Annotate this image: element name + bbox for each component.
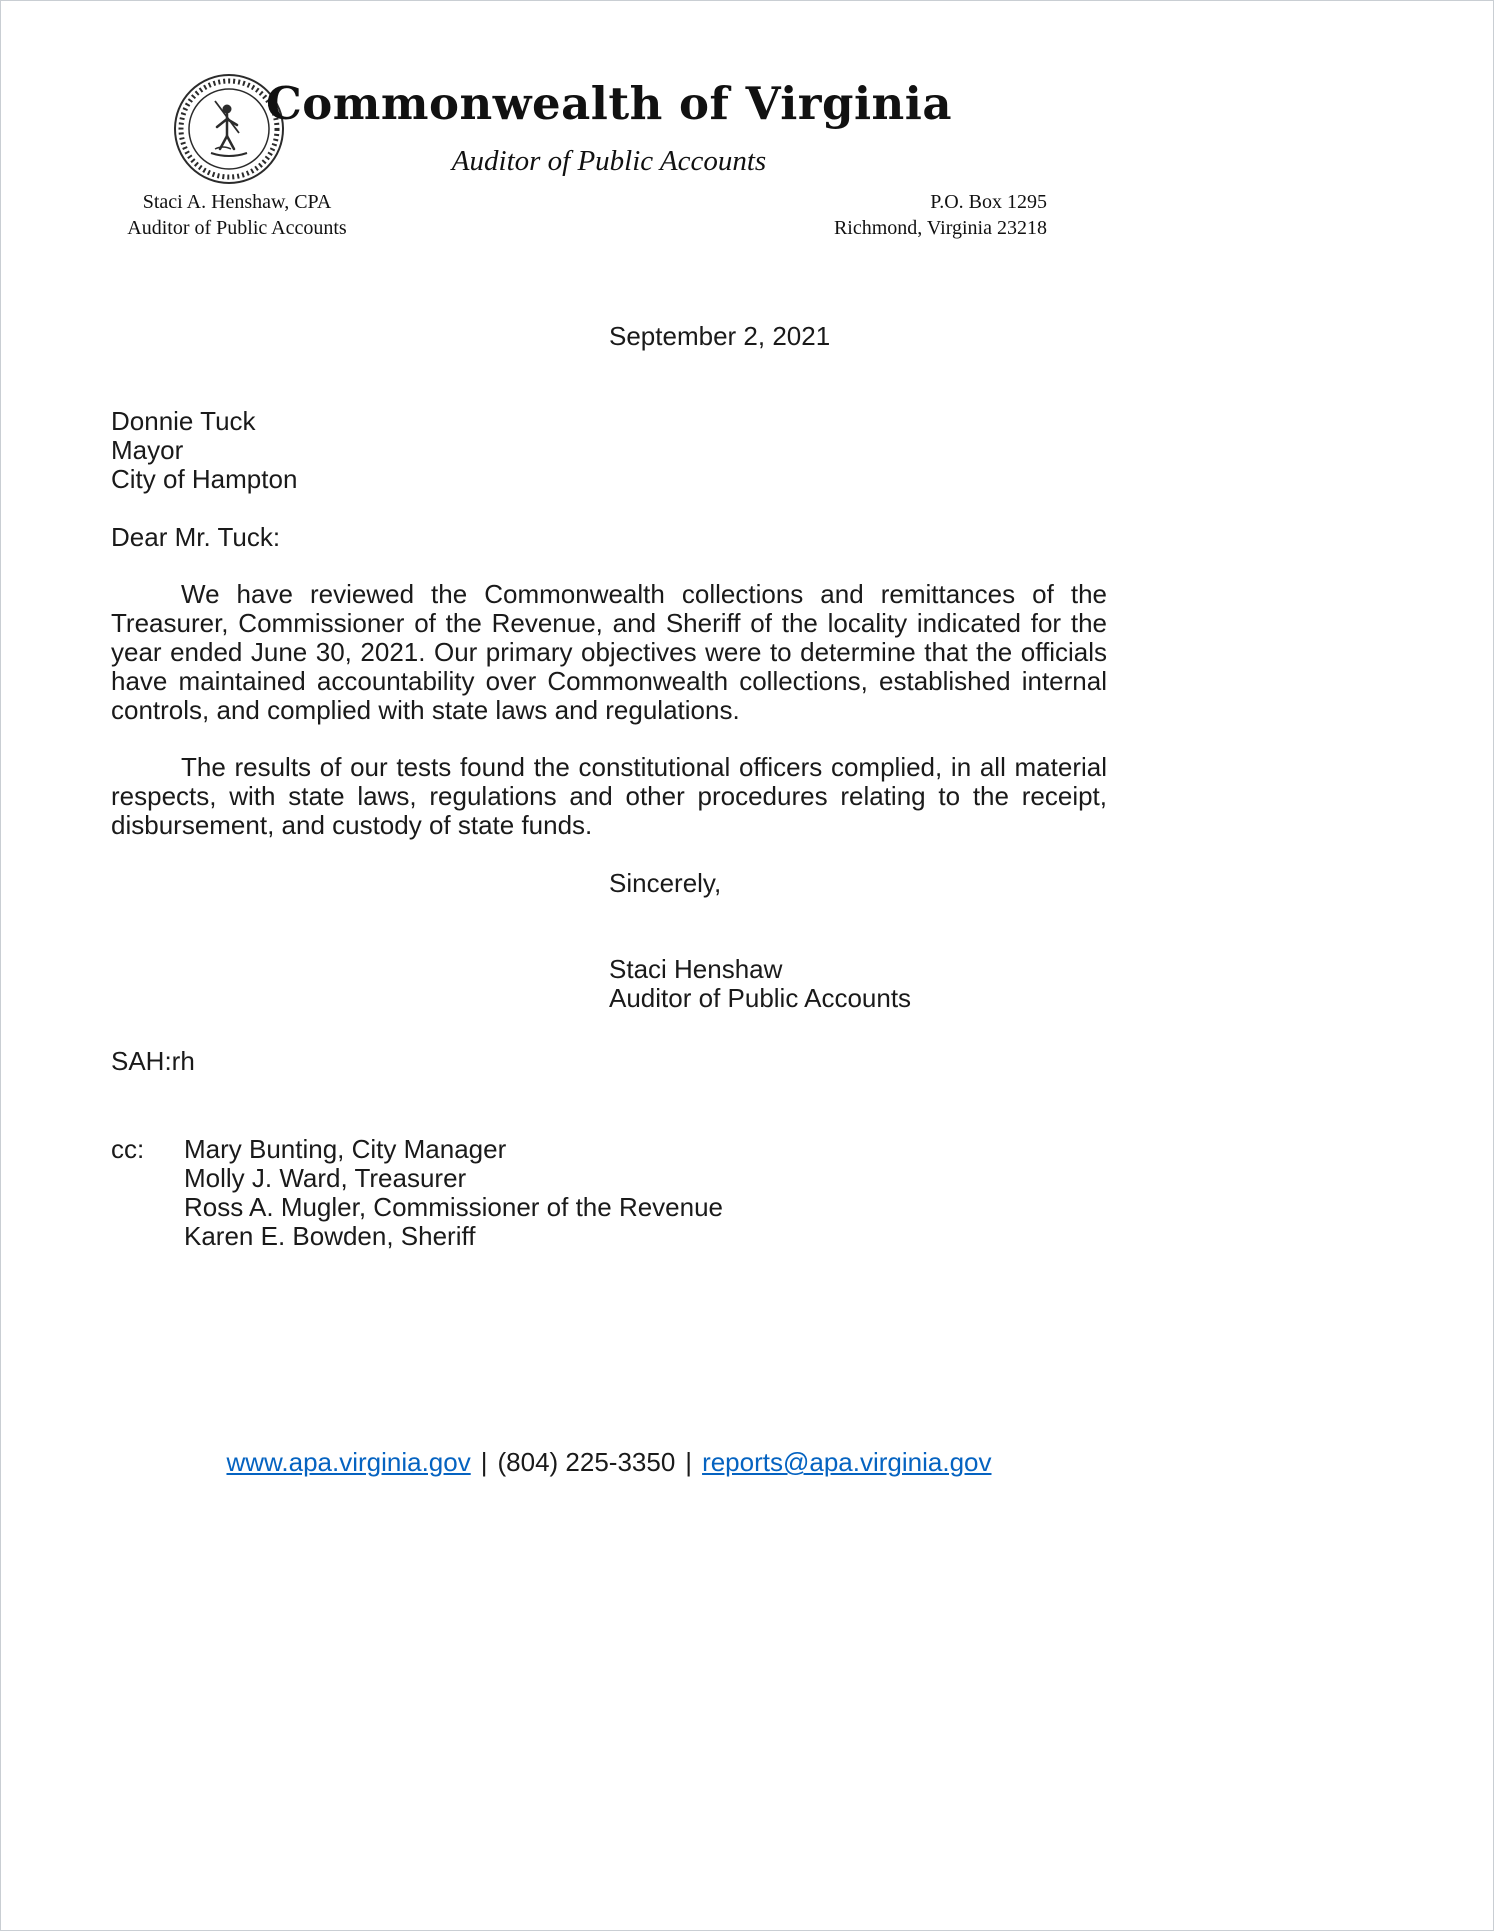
cc-block bbox=[111, 1135, 1107, 1251]
footer-phone: (804) 225-3350 bbox=[497, 1447, 676, 1477]
signer-title: Auditor of Public Accounts bbox=[127, 217, 347, 239]
recipient-name: Donnie Tuck bbox=[111, 406, 256, 436]
org-title: Commonwealth of Virginia bbox=[265, 77, 953, 130]
cc-item: Ross A. Mugler, Commissioner of the Revenue bbox=[184, 1192, 724, 1222]
address-po-box: P.O. Box 1295 bbox=[930, 191, 1047, 213]
cc-item: Mary Bunting, City Manager bbox=[184, 1134, 507, 1164]
signature-name: Staci Henshaw bbox=[609, 954, 783, 984]
signature-block bbox=[609, 955, 1107, 1013]
paragraph-1: We have reviewed the Commonwealth collections and remittances of the Treasurer, Commissioner of the Revenue, and Sheriff of the locality indicated for the year ended June 30, 2021. Our primary objectives were to determine that the officials have maintained accountability over Commonwealth collections, established internal controls, and complied with state laws and regulations. bbox=[111, 579, 1107, 725]
paragraph-2: The results of our tests found the constitutional officers complied, in all material respects, with state laws, regulations and other procedures relating to the receipt, disbursement, and custody of state funds. bbox=[111, 752, 1107, 840]
address-city: Richmond, Virginia 23218 bbox=[833, 217, 1047, 239]
cc-item: Molly J. Ward, Treasurer bbox=[184, 1163, 467, 1193]
footer bbox=[111, 1447, 1107, 1478]
signer-name: Staci A. Henshaw, CPA bbox=[142, 191, 332, 213]
letterhead-address-block bbox=[834, 189, 1047, 241]
footer-website-link[interactable]: www.apa.virginia.gov bbox=[226, 1447, 471, 1477]
reference-initials: SAH:rh bbox=[111, 1046, 195, 1076]
salutation: Dear Mr. Tuck: bbox=[111, 522, 281, 552]
signature-title: Auditor of Public Accounts bbox=[609, 983, 912, 1013]
footer-separator: | bbox=[480, 1447, 488, 1477]
recipient-title: Mayor bbox=[111, 435, 184, 465]
cc-item: Karen E. Bowden, Sheriff bbox=[184, 1221, 476, 1251]
closing: Sincerely, bbox=[609, 868, 722, 898]
letter-body bbox=[111, 322, 1107, 1251]
recipient-block bbox=[111, 407, 1107, 494]
recipient-org: City of Hampton bbox=[111, 464, 298, 494]
letterhead-signer-block bbox=[111, 189, 363, 241]
org-subtitle: Auditor of Public Accounts bbox=[451, 145, 767, 177]
letterhead bbox=[111, 71, 1107, 246]
cc-list bbox=[184, 1135, 723, 1251]
letter-date: September 2, 2021 bbox=[609, 321, 831, 351]
footer-email-link[interactable]: reports@apa.virginia.gov bbox=[702, 1447, 992, 1477]
footer-separator: | bbox=[685, 1447, 693, 1477]
cc-label: cc: bbox=[111, 1134, 145, 1164]
